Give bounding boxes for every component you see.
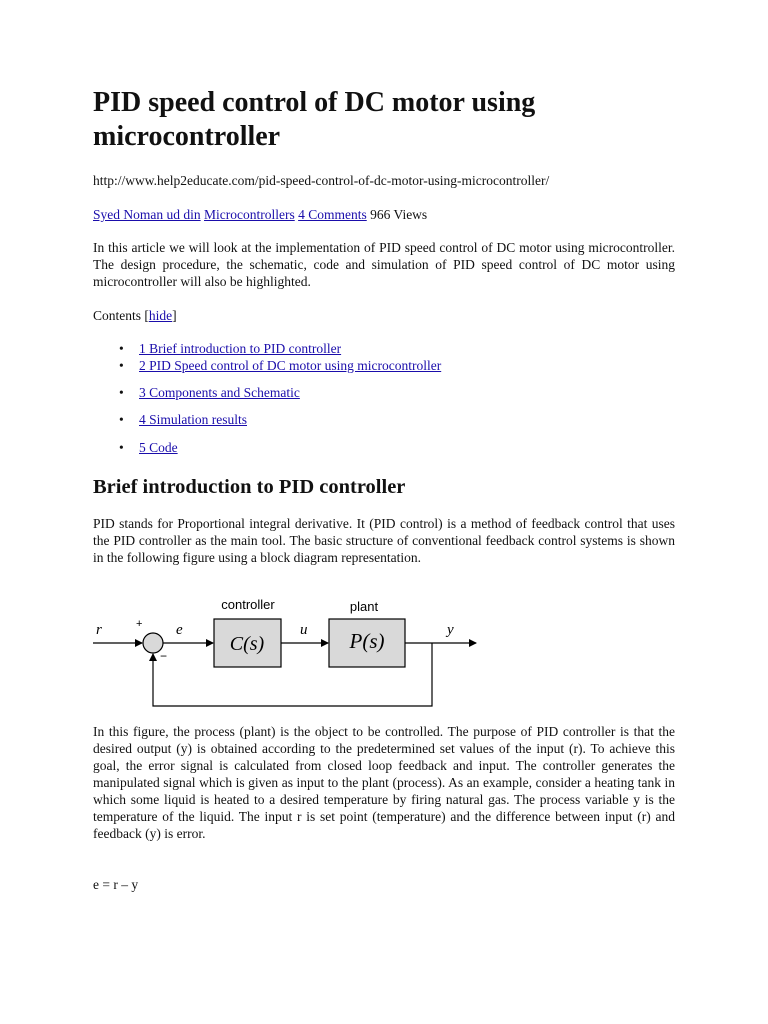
toc-link-3[interactable]: 3 Components and Schematic bbox=[139, 385, 300, 400]
bullet-icon: • bbox=[119, 440, 124, 455]
minus-sign: − bbox=[160, 649, 168, 663]
views-count: 966 Views bbox=[370, 207, 428, 222]
toc-link-1[interactable]: 1 Brief introduction to PID controller bbox=[139, 341, 342, 356]
bullet-icon: • bbox=[119, 385, 124, 400]
contents-bracket-close: ] bbox=[172, 308, 177, 323]
comments-link[interactable]: 4 Comments bbox=[298, 207, 367, 222]
plus-sign: + bbox=[136, 618, 143, 630]
category-link[interactable]: Microcontrollers bbox=[204, 207, 295, 222]
hide-toc-link[interactable]: hide bbox=[148, 308, 173, 323]
contents-label: Contents [ bbox=[93, 308, 149, 323]
controller-label: controller bbox=[221, 597, 275, 612]
plant-block-text: P(s) bbox=[349, 629, 385, 653]
signal-e: e bbox=[176, 622, 183, 638]
toc-link-4[interactable]: 4 Simulation results bbox=[139, 412, 247, 427]
intro-paragraph: In this article we will look at the implementation of PID speed control of DC motor using microcontroller. The design procedure, the schematic, code and simulation of PID speed control of DC motor using microcontroller will also be highlighted. bbox=[93, 240, 675, 289]
author-link[interactable]: Syed Noman ud din bbox=[93, 207, 201, 222]
page-title: PID speed control of DC motor using microcontroller bbox=[93, 87, 536, 152]
error-equation: e = r – y bbox=[93, 877, 139, 892]
bullet-icon: • bbox=[119, 341, 124, 356]
explanation-paragraph: In this figure, the process (plant) is the object to be controlled. The purpose of PID controller is that the desired output (y) is obtained according to the predetermined set values of the input (r). To achieve this goal, the error signal is calculated from closed loop feedback and input. The controller generates the manipulated signal which is given as input to the plant (process). As an example, consider a heating tank in which some liquid is heated to a desired temperature by firing natural gas. The process variable y is the temperature of the liquid. The input r is set point (temperature) and the difference between input (r) and feedback (y) is error. bbox=[93, 724, 675, 841]
summing-junction bbox=[143, 633, 163, 653]
plant-label: plant bbox=[349, 599, 379, 614]
signal-y: y bbox=[447, 622, 454, 638]
feedback-block-diagram bbox=[93, 592, 493, 712]
section-heading: Brief introduction to PID controller bbox=[93, 476, 406, 498]
bullet-icon: • bbox=[119, 358, 124, 373]
toc-link-2[interactable]: 2 PID Speed control of DC motor using microcontroller bbox=[139, 358, 442, 373]
article-meta bbox=[93, 206, 427, 223]
pid-definition-paragraph: PID stands for Proportional integral derivative. It (PID control) is a method of feedback control that uses the PID controller as the main tool. The basic structure of conventional feedback control systems is shown in the following figure using a block diagram representation. bbox=[93, 516, 675, 565]
controller-block-text: C(s) bbox=[229, 633, 265, 655]
source-url: http://www.help2educate.com/pid-speed-control-of-dc-motor-using-microcontroller/ bbox=[93, 173, 550, 188]
toc-link-5[interactable]: 5 Code bbox=[139, 440, 178, 455]
bullet-icon: • bbox=[119, 412, 124, 427]
signal-u: u bbox=[300, 622, 308, 638]
contents-header bbox=[93, 307, 177, 324]
signal-r: r bbox=[96, 622, 102, 638]
